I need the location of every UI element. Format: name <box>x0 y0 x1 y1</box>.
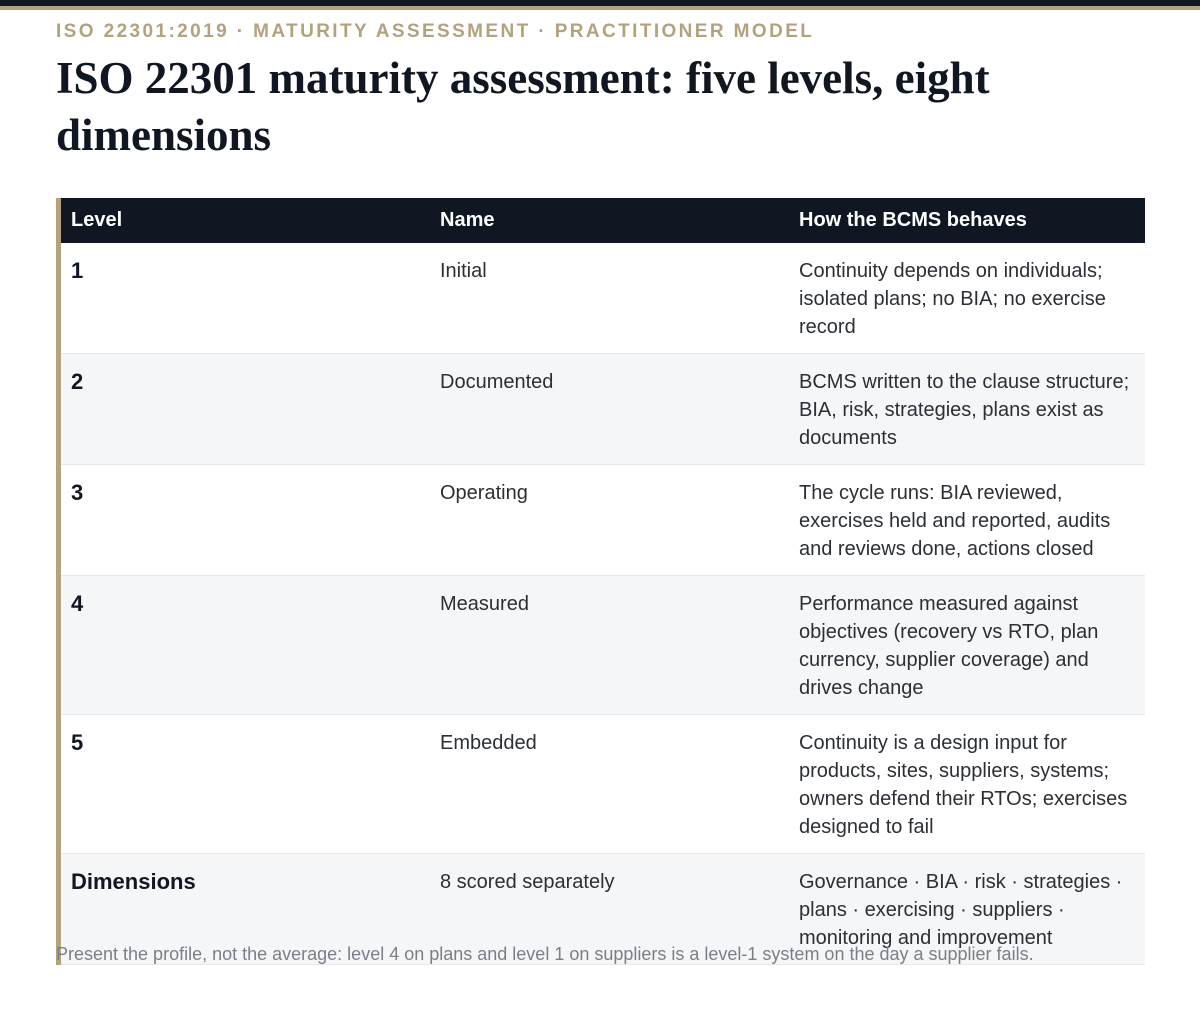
level-cell: 2 <box>61 354 430 465</box>
name-cell: Initial <box>430 243 789 354</box>
table-row <box>61 576 1145 715</box>
behaviour-cell: Continuity is a design input for products, sites, suppliers, systems; owners defend their RTOs; exercises designed to fail <box>789 715 1145 854</box>
name-cell: Operating <box>430 465 789 576</box>
maturity-table-container <box>56 198 1150 965</box>
table-body <box>61 243 1145 965</box>
name-cell: Embedded <box>430 715 789 854</box>
maturity-table <box>61 198 1145 965</box>
footnote: Present the profile, not the average: level 4 on plans and level 1 on suppliers is a level-1 system on the day a supplier fails. <box>56 944 1034 964</box>
column-header-behaviour: How the BCMS behaves <box>789 198 1145 243</box>
level-cell: 3 <box>61 465 430 576</box>
column-header-name: Name <box>430 198 789 243</box>
name-cell: 8 scored separately <box>430 854 789 965</box>
level-cell: 1 <box>61 243 430 354</box>
level-cell: 4 <box>61 576 430 715</box>
dimensions-label-cell: Dimensions <box>61 854 430 965</box>
table-header <box>61 198 1145 243</box>
level-cell: 5 <box>61 715 430 854</box>
table-header-row <box>61 198 1145 243</box>
behaviour-cell: The cycle runs: BIA reviewed, exercises held and reported, audits and reviews done, actions closed <box>789 465 1145 576</box>
table-row <box>61 715 1145 854</box>
table-row <box>61 354 1145 465</box>
name-cell: Documented <box>430 354 789 465</box>
behaviour-cell: Performance measured against objectives (recovery vs RTO, plan currency, supplier coverage) and drives change <box>789 576 1145 715</box>
behaviour-cell: Governance · BIA · risk · strategies · plans · exercising · suppliers · monitoring and improvement <box>789 854 1145 965</box>
column-header-level: Level <box>61 198 430 243</box>
top-rule <box>0 0 1200 10</box>
behaviour-cell: Continuity depends on individuals; isolated plans; no BIA; no exercise record <box>789 243 1145 354</box>
table-row <box>61 465 1145 576</box>
behaviour-cell: BCMS written to the clause structure; BIA, risk, strategies, plans exist as documents <box>789 354 1145 465</box>
page-title: ISO 22301 maturity assessment: five levels, eight dimensions <box>56 53 990 160</box>
table-row <box>61 243 1145 354</box>
name-cell: Measured <box>430 576 789 715</box>
eyebrow: ISO 22301:2019 · MATURITY ASSESSMENT · PRACTITIONER MODEL <box>56 21 815 42</box>
